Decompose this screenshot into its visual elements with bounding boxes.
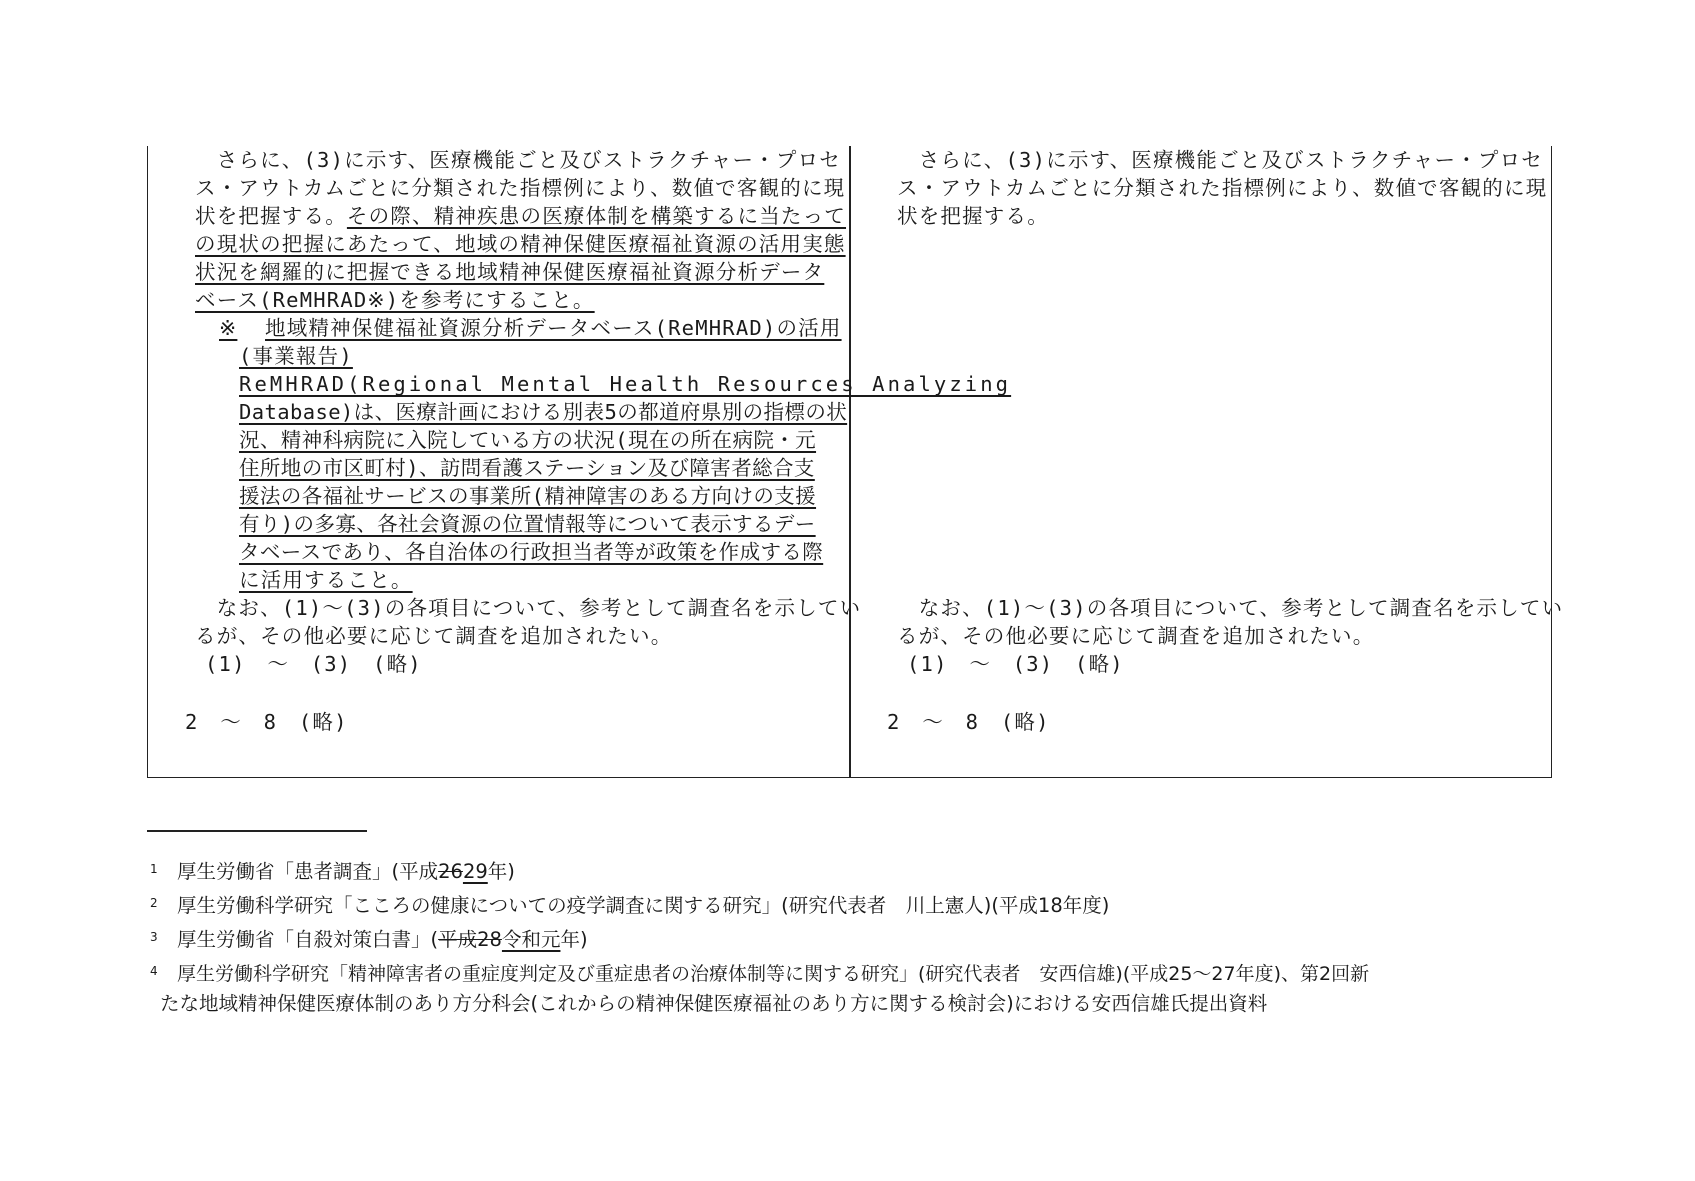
right-p1-line: 状を把握する。 (897, 204, 1049, 228)
right-p4-line: 2 ～ 8 (略) (887, 710, 1050, 734)
column-divider (849, 146, 851, 777)
left-p2-line: るが、その他必要に応じて調査を追加されたい。 (195, 624, 673, 648)
note-body-line: 住所地の市区町村)、訪問看護ステーション及び障害者総合支 (239, 456, 815, 480)
left-p2-line: なお、(1)～(3)の各項目について、参考として調査名を示してい (195, 596, 862, 620)
right-p1-line: ス・アウトカムごとに分類された指標例により、数値で客観的に現 (897, 176, 1548, 200)
footnote-number: 3 (150, 930, 158, 944)
footnote-2: 厚生労働科学研究「こころの健康についての疫学調査に関する研究」(研究代表者 川上憲人)(平成18年度) (177, 894, 1110, 917)
note-body-line: Database)は、医療計画における別表5の都道府県別の指標の状 (239, 400, 848, 424)
note-body-line: に活用すること。 (239, 568, 413, 592)
footnote-text: 年) (560, 928, 588, 951)
footnote-deleted-text: 26 (438, 860, 463, 883)
left-p1-text: 状を把握する。 (195, 204, 347, 228)
left-p1-line (195, 202, 846, 230)
footnote-number: 2 (150, 896, 158, 910)
right-p2-line: なお、(1)～(3)の各項目について、参考として調査名を示してい (897, 596, 1564, 620)
footnote-number: 1 (150, 862, 158, 876)
left-p1-inserted-line: ベース(ReMHRAD※)を参考にすること。 (195, 288, 595, 312)
footnote-inserted-text: 令和元 (501, 928, 561, 951)
left-p3-line: (1) ～ (3) (略) (205, 652, 422, 676)
footnote-3 (177, 926, 588, 954)
note-body-line: ReMHRAD(Regional Mental Health Resources Analyzing (239, 372, 1012, 396)
footnote-text: 厚生労働省「患者調査」(平成 (177, 860, 439, 883)
footnote-4-line: 厚生労働科学研究「精神障害者の重症度判定及び重症患者の治療体制等に関する研究」(研究代表者 安西信雄)(平成25～27年度)、第2回新 (177, 963, 1370, 985)
footnote-4-line: たな地域精神保健医療体制のあり方分科会(これからの精神保健医療福祉のあり方に関する検討会)における安西信雄氏提出資料 (160, 992, 1268, 1015)
note-title: 地域精神保健福祉資源分析データベース(ReMHRAD)の活用 (265, 316, 842, 340)
footnote-text: 厚生労働省「自殺対策白書」( (177, 928, 439, 951)
comparison-table (147, 146, 1564, 778)
note-title: (事業報告) (239, 344, 353, 368)
right-p3-line: (1) ～ (3) (略) (907, 652, 1124, 676)
left-p1-line: さらに、(3)に示す、医療機能ごと及びストラクチャー・プロセ (195, 148, 841, 172)
footnote-1 (177, 858, 515, 886)
note-body-line: 有り)の多寡、各社会資源の位置情報等について表示するデー (239, 512, 816, 536)
left-p1-inserted-text: その際、精神疾患の医療体制を構築するに当たって (346, 204, 847, 228)
left-p1-line: ス・アウトカムごとに分類された指標例により、数値で客観的に現 (195, 176, 846, 200)
left-p4-line: 2 ～ 8 (略) (185, 710, 348, 734)
note-body-line: 援法の各福祉サービスの事業所(精神障害のある方向けの支援 (239, 484, 817, 508)
left-p1-inserted-line: の現状の把握にあたって、地域の精神保健医療福祉資源の活用実態 (195, 232, 846, 256)
note-body-line: タベースであり、各自治体の行政担当者等が政策を作成する際 (239, 540, 824, 564)
footnote-deleted-text: 平成28 (438, 928, 502, 951)
right-p1-line: さらに、(3)に示す、医療機能ごと及びストラクチャー・プロセ (897, 148, 1543, 172)
left-p1-inserted-line: 状況を網羅的に把握できる地域精神保健医療福祉資源分析データ (195, 260, 825, 284)
footnote-number: 4 (150, 964, 158, 978)
footnote-inserted-text: 29 (462, 860, 488, 883)
footnote-text: 年) (487, 860, 515, 883)
right-p2-line: るが、その他必要に応じて調査を追加されたい。 (897, 624, 1375, 648)
note-body-line: 況、精神科病院に入院している方の状況(現在の所在病院・元 (239, 428, 817, 452)
footnote-rule (147, 830, 367, 832)
note-mark: ※ (219, 316, 238, 340)
